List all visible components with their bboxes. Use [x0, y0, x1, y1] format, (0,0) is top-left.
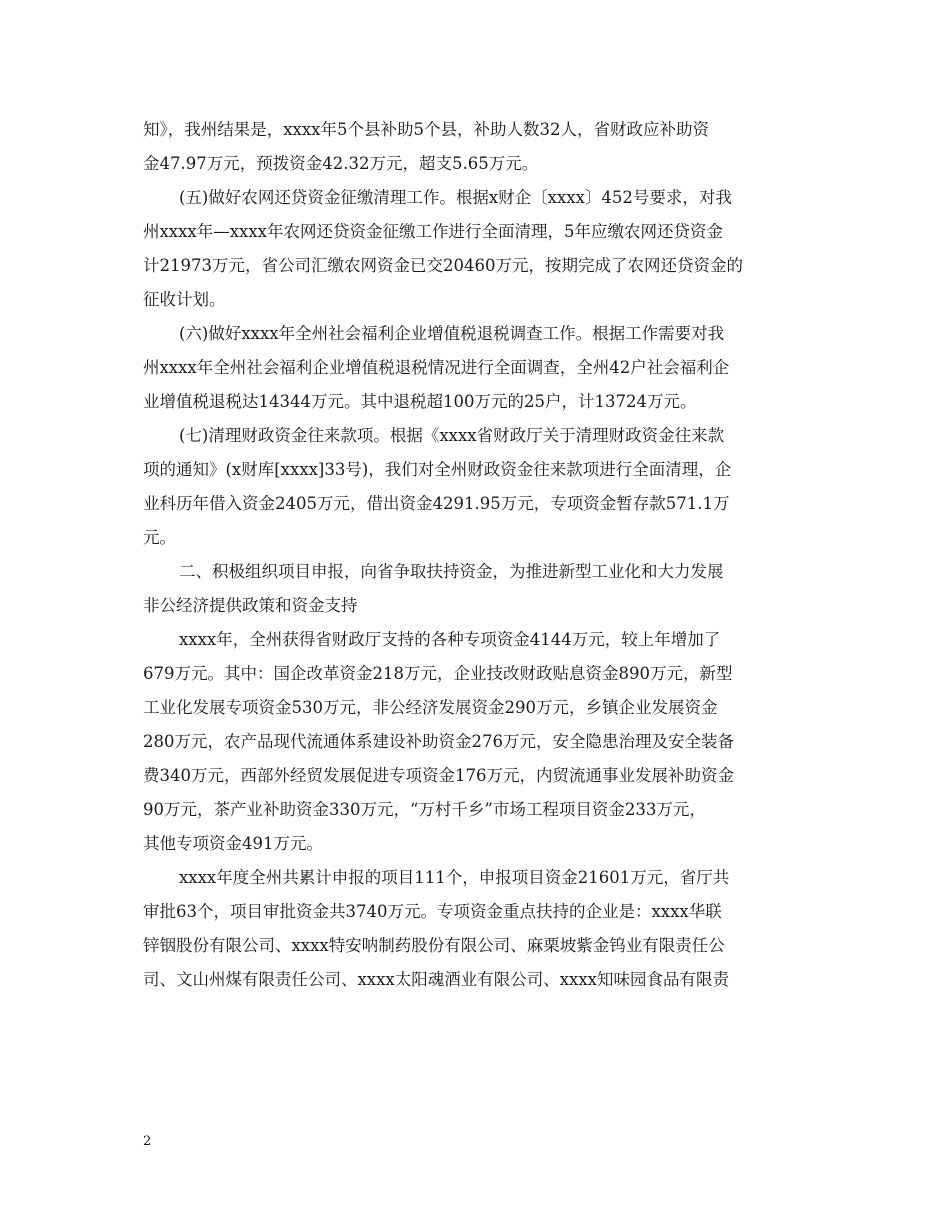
body-text	[143, 113, 811, 997]
text-line: xxxx年度全州共累计申报的项目111个，申报项目资金21601万元，省厅共	[179, 868, 730, 887]
text-line: 计21973万元，省公司汇缴农网资金已交20460万元，按期完成了农网还贷资金的	[143, 256, 743, 275]
text-line: (六)做好xxxx年全州社会福利企业增值税退税调查工作。根据工作需要对我	[179, 324, 725, 343]
text-line: 679万元。其中：国企改革资金218万元，企业技改财政贴息资金890万元，新型	[143, 664, 733, 683]
text-line: 业增值税退税达14344万元。其中退税超100万元的25户，计13724万元。	[143, 392, 697, 411]
text-line: 锌铟股份有限公司、xxxx特安呐制药股份有限公司、麻栗坡紫金钨业有限责任公	[143, 936, 725, 955]
text-line: 金47.97万元，预拨资金42.32万元，超支5.65万元。	[143, 154, 539, 173]
text-line: 其他专项资金491万元。	[143, 834, 323, 853]
text-line: 知》，我州结果是，xxxx年5个县补助5个县，补助人数32人，省财政应补助资	[143, 120, 709, 139]
text-line: 州xxxx年全州社会福利企业增值税退税情况进行全面调查，全州42户社会福利企	[143, 358, 730, 377]
text-line: (五)做好农网还贷资金征缴清理工作。根据x财企〔xxxx〕452号要求，对我	[179, 188, 732, 207]
text-line: 元。	[143, 528, 176, 547]
text-line: 司、文山州煤有限责任公司、xxxx太阳魂酒业有限公司、xxxx知味园食品有限责	[143, 970, 729, 989]
text-line: 二、积极组织项目申报，向省争取扶持资金，为推进新型工业化和大力发展	[179, 562, 724, 581]
text-line: 非公经济提供政策和资金支持	[143, 596, 358, 615]
text-line: 90万元，茶产业补助资金330万元，“万村千乡”市场工程项目资金233万元，	[143, 800, 706, 819]
page-number: 2	[143, 1134, 152, 1149]
text-line: 审批63个，项目审批资金共3740万元。专项资金重点扶持的企业是：xxxx华联	[143, 902, 722, 921]
text-line: xxxx年，全州获得省财政厅支持的各种专项资金4144万元，较上年增加了	[179, 630, 721, 649]
text-line: 征收计划。	[143, 290, 226, 309]
text-line: 州xxxx年—xxxx年农网还贷资金征缴工作进行全面清理，5年应缴农网还贷资金	[143, 222, 723, 241]
text-line: (七)清理财政资金往来款项。根据《xxxx省财政厅关于清理财政资金往来款	[179, 426, 725, 445]
text-line: 工业化发展专项资金530万元，非公经济发展资金290万元，乡镇企业发展资金	[143, 698, 718, 717]
text-line: 业科历年借入资金2405万元，借出资金4291.95万元，专项资金暂存款571.1万	[143, 494, 730, 513]
text-line: 费340万元，西部外经贸发展促进专项资金176万元，内贸流通事业发展补助资金	[143, 766, 734, 785]
text-line: 项的通知》(x财库[xxxx]33号)，我们对全州财政资金往来款项进行全面清理，企	[143, 460, 732, 479]
text-line: 280万元，农产品现代流通体系建设补助资金276万元，安全隐患治理及安全装备	[143, 732, 734, 751]
